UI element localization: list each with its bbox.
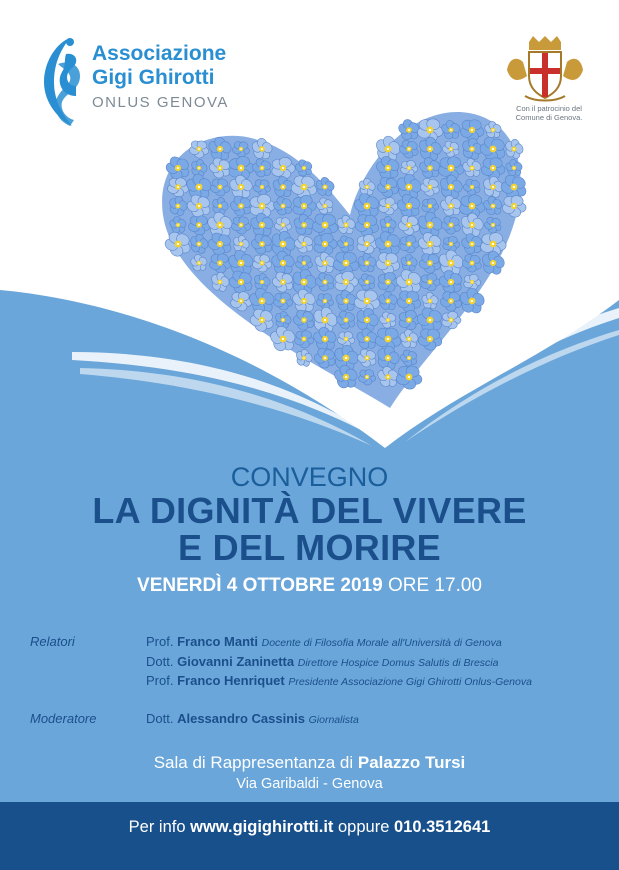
footer-middle: oppure [338,818,390,836]
venue-name: Palazzo Tursi [357,753,466,772]
venue-line [0,752,619,774]
venue-prefix: Sala di Rappresentanza di [153,753,354,772]
patronage-note [503,104,595,122]
speaker-row [146,634,502,649]
footer-prefix: Per info [128,818,186,836]
moderator-row [146,711,359,726]
footer-phone[interactable]: 010.3512641 [393,818,491,836]
association-logo [92,42,229,111]
moderator-label: Moderatore [30,711,97,726]
speaker-name: Franco Manti [177,634,258,649]
event-date: VENERDÌ 4 OTTOBRE 2019 [137,575,383,596]
speaker-title: Prof. [146,634,174,649]
footer-info [0,818,619,837]
logo-line-3: ONLUS GENOVA [92,94,229,111]
speaker-role: Presidente Associazione Gigi Ghirotti Onlus-Genova [288,676,532,688]
moderator-role: Giornalista [308,714,359,726]
footer-website-link[interactable]: www.gigighirotti.it [190,818,334,836]
event-dateline [0,574,619,598]
moderator-title: Dott. [146,711,174,726]
event-title-line-1: LA DIGNITÀ DEL VIVERE [92,490,527,531]
speaker-role: Docente di Filosofia Morale all'Università di Genova [261,637,502,649]
speaker-role: Direttore Hospice Domus Salutis di Brescia [297,657,499,669]
logo-line-1: Associazione [92,42,227,65]
patronage-line-2: Comune di Genova. [515,113,583,122]
event-title-block [0,462,619,598]
speaker-name: Franco Henriquet [177,673,285,688]
speaker-title: Prof. [146,673,174,688]
speaker-title: Dott. [146,654,174,669]
logo-line-2: Gigi Ghirotti [92,66,215,89]
venue-address: Via Garibaldi - Genova [236,776,383,792]
event-type: CONVEGNO [230,462,389,492]
moderator-name: Alessandro Cassinis [177,711,305,726]
speaker-row [146,673,532,688]
speakers-label: Relatori [30,634,75,649]
speaker-row [146,654,498,669]
venue-block [0,752,619,794]
footer-band [0,802,619,870]
speaker-name: Giovanni Zaninetta [177,654,295,669]
event-time: ORE 17.00 [387,575,482,596]
event-title-line-2: E DEL MORIRE [178,527,441,568]
patronage-line-1: Con il patrocinio del [516,104,582,113]
